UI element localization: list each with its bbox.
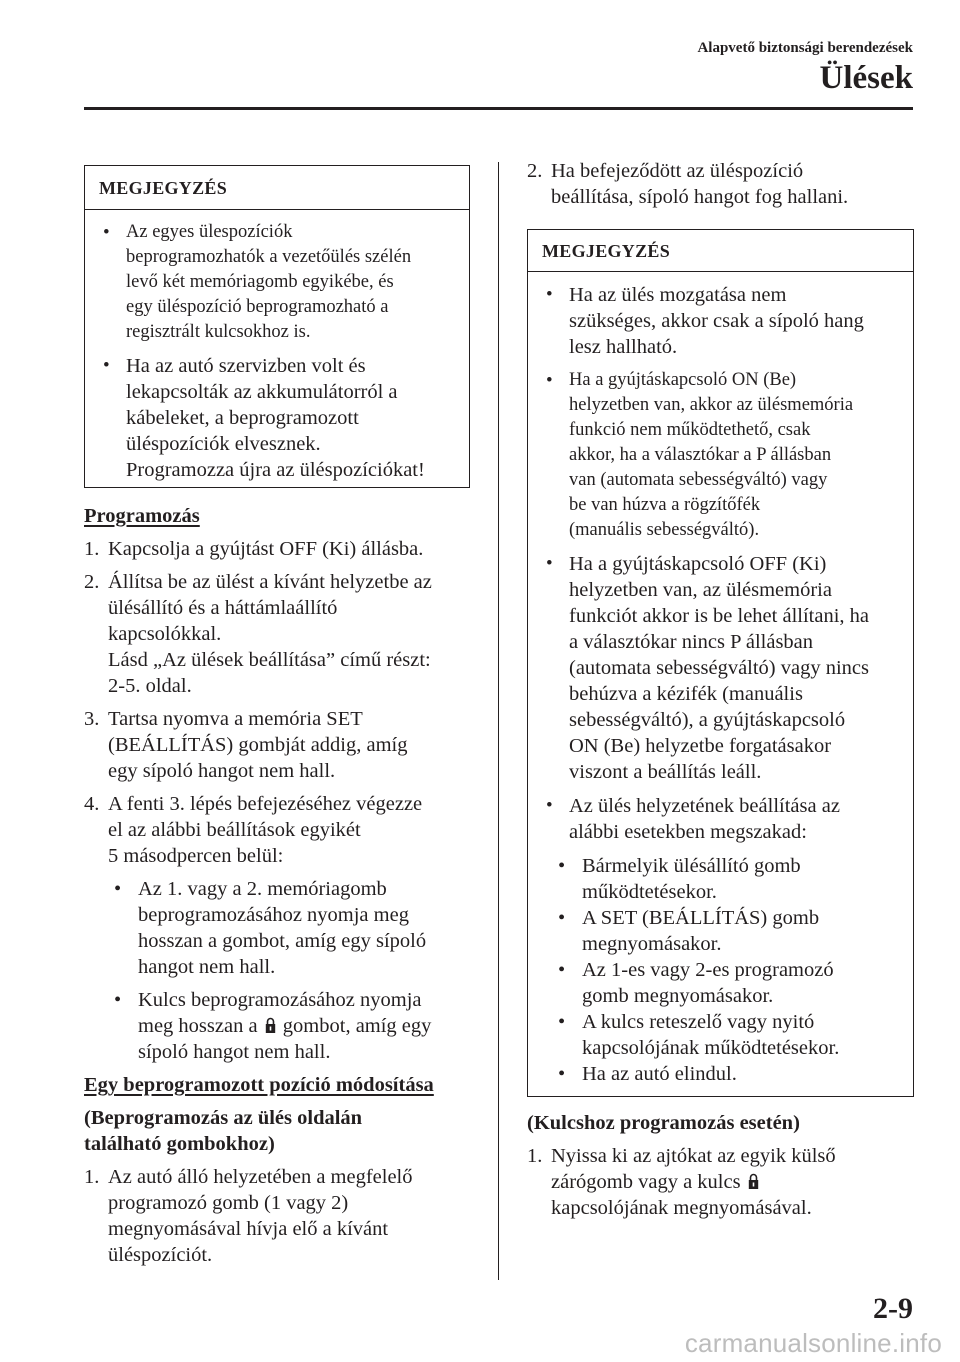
note-title: MEGJEGYZÉS xyxy=(528,230,913,272)
text-line: Ha a gyújtáskapcsoló OFF (Ki) xyxy=(569,553,827,575)
text-line: Bármelyik ülésállító gomb xyxy=(582,855,801,877)
text-line: egy üléspozíció beprogramozható a xyxy=(126,297,389,317)
sub-heading: (Kulcshoz programozás esetén) xyxy=(527,1112,800,1134)
text-line: programozó gomb (1 vagy 2) xyxy=(108,1192,349,1214)
note-bullet xyxy=(99,220,455,345)
text-line: beállítása, sípoló hangot fog hallani. xyxy=(551,186,849,208)
text-line: viszont a beállítás leáll. xyxy=(569,761,762,783)
step-item xyxy=(527,158,915,210)
text-line: helyzetben van, akkor az ülésmemória xyxy=(569,395,854,415)
text-line: Az 1-es vagy 2-es programozó xyxy=(582,959,834,981)
text-line: (automata sebességváltó) vagy nincs xyxy=(569,657,870,679)
bullet-icon: • xyxy=(103,222,110,243)
text-line: beprogramozásához nyomja meg xyxy=(138,904,409,926)
text-line: Nyissa ki az ajtókat az egyik külső xyxy=(551,1145,836,1167)
text-line: Lásd „Az ülések beállítása” című részt: xyxy=(108,649,431,671)
text-line: kapcsolójának megnyomásával. xyxy=(551,1197,812,1219)
text-line: regisztrált kulcsokhoz is. xyxy=(126,322,311,342)
note-bullet xyxy=(99,353,455,483)
text-line: (BEÁLLÍTÁS) gombját addig, amíg xyxy=(108,734,408,756)
sub-bullet xyxy=(108,987,474,1065)
text-line: egy sípoló hangot nem hall. xyxy=(108,760,336,782)
text-line: Ha az autó szervizben volt és xyxy=(126,355,366,377)
text-line: 2-5. oldal. xyxy=(108,675,192,697)
text-line: alábbi esetekben megszakad: xyxy=(569,821,807,843)
step-number: 3. xyxy=(84,708,100,730)
text-line: Programozza újra az üléspozíciókat! xyxy=(126,459,425,481)
note-box-right xyxy=(527,229,914,1097)
text-line: szükséges, akkor csak a sípoló hang xyxy=(569,310,864,332)
text-fragment: gombot, amíg egy xyxy=(282,1015,432,1037)
bullet-icon: • xyxy=(558,1063,566,1085)
text-line: Ha a gyújtáskapcsoló ON (Be) xyxy=(569,370,797,390)
bullet-icon: • xyxy=(558,855,566,877)
sub-bullet xyxy=(542,905,899,957)
sub-bullet xyxy=(542,853,899,905)
header-rule xyxy=(84,107,913,110)
step-item xyxy=(84,791,474,869)
text-line: található gombokhoz) xyxy=(84,1133,275,1155)
section-title: Alapvető biztonsági berendezések xyxy=(697,40,913,56)
sub-bullet xyxy=(108,876,474,980)
step-item xyxy=(527,1143,915,1221)
text-line: (Beprogramozás az ülés oldalán xyxy=(84,1107,363,1129)
bullet-icon: • xyxy=(546,795,553,816)
column-divider xyxy=(498,162,499,1280)
step-item xyxy=(84,569,474,699)
note-title: MEGJEGYZÉS xyxy=(85,166,469,210)
step-number: 1. xyxy=(84,538,100,560)
step-item xyxy=(84,536,474,562)
text-line: Az autó álló helyzetében a megfelelő xyxy=(108,1166,413,1188)
key-lock-icon xyxy=(748,1173,759,1190)
text-line: Az egyes ülespozíciók xyxy=(126,222,293,242)
bullet-icon: • xyxy=(114,989,122,1011)
text-line: funkció nem működtethető, csak xyxy=(569,420,811,440)
bullet-icon: • xyxy=(546,553,553,574)
text-fragment: meg hosszan a xyxy=(138,1015,258,1037)
watermark: carmanualsonline.info xyxy=(684,1328,942,1358)
text-line: van (automata sebességváltó) vagy xyxy=(569,470,828,490)
text-line: el az alábbi beállítások egyikét xyxy=(108,819,361,841)
key-lock-icon xyxy=(265,1017,276,1034)
text-line: működtetésekor. xyxy=(582,881,717,903)
text-line: lekapcsolták az akkumulátorról a xyxy=(126,381,398,403)
text-line: behúzva a kézifék (manuális xyxy=(569,683,803,705)
text-line: hangot nem hall. xyxy=(138,956,276,978)
bullet-icon: • xyxy=(558,907,566,929)
text-line: kapcsolójának működtetésekor. xyxy=(582,1037,840,1059)
text-line: kábeleket, a beprogramozott xyxy=(126,407,359,429)
page-title: Ülések xyxy=(819,60,913,96)
text-line: 5 másodpercen belül: xyxy=(108,845,284,867)
text-line xyxy=(138,1013,474,1039)
text-line xyxy=(551,1169,915,1195)
step-continuation xyxy=(527,158,915,217)
step-number: 2. xyxy=(527,160,543,182)
sub-heading xyxy=(84,1105,474,1157)
text-line: ülésállító és a háttámlaállító xyxy=(108,597,338,619)
section-heading: Egy beprogramozott pozíció módosítása xyxy=(84,1074,434,1096)
text-line: A SET (BEÁLLÍTÁS) gomb xyxy=(582,907,820,929)
text-line: üléspozíciót. xyxy=(108,1244,213,1266)
note-sub-list xyxy=(542,853,899,1087)
step-number: 2. xyxy=(84,571,100,593)
text-line: sebességváltó), a gyújtáskapcsoló xyxy=(569,709,846,731)
text-line: megnyomásával hívja elő a kívánt xyxy=(108,1218,389,1240)
text-line: Az ülés helyzetének beállítása az xyxy=(569,795,840,817)
text-line: A fenti 3. lépés befejezéséhez végezze xyxy=(108,793,423,815)
text-line: megnyomásakor. xyxy=(582,933,722,955)
text-line: Állítsa be az ülést a kívánt helyzetbe az xyxy=(108,571,432,593)
step-item xyxy=(84,706,474,784)
text-line: Tartsa nyomva a memória SET xyxy=(108,708,363,730)
text-line: Ha az autó elindul. xyxy=(582,1063,737,1085)
page-number: 2-9 xyxy=(873,1292,913,1325)
step-number: 1. xyxy=(527,1145,543,1167)
text-line: levő két memóriagomb egyikébe, és xyxy=(126,272,394,292)
text-line: Ha az ülés mozgatása nem xyxy=(569,284,787,306)
key-programming-section xyxy=(527,1110,915,1228)
note-bullet xyxy=(542,551,899,785)
text-line: Kulcs beprogramozásához nyomja xyxy=(138,989,422,1011)
text-line: sípoló hangot nem hall. xyxy=(138,1041,331,1063)
text-line: hosszan a gombot, amíg egy sípoló xyxy=(138,930,427,952)
text-line: lesz hallható. xyxy=(569,336,678,358)
bullet-icon: • xyxy=(558,1011,566,1033)
text-fragment: zárógomb vagy a kulcs xyxy=(551,1171,741,1193)
text-line: funkciót akkor is be lehet állítani, ha xyxy=(569,605,870,627)
sub-bullet xyxy=(542,1061,899,1087)
bullet-icon: • xyxy=(546,370,553,391)
text-line: helyzetben van, az ülésmemória xyxy=(569,579,832,601)
bullet-icon: • xyxy=(114,878,122,900)
text-line: üléspozíciók elvesznek. xyxy=(126,433,321,455)
text-line: ON (Be) helyzetbe forgatásakor xyxy=(569,735,832,757)
sub-bullet xyxy=(542,957,899,1009)
text-line: (manuális sebességváltó). xyxy=(569,520,760,540)
bullet-icon: • xyxy=(546,284,553,305)
text-line: gomb megnyomásakor. xyxy=(582,985,774,1007)
text-line: Kapcsolja a gyújtást OFF (Ki) állásba. xyxy=(108,538,424,560)
step-number: 1. xyxy=(84,1166,100,1188)
section-heading: Programozás xyxy=(84,505,200,527)
text-line: be van húzva a rögzítőfék xyxy=(569,495,761,515)
text-line: akkor, ha a választókar a P állásban xyxy=(569,445,832,465)
step-item xyxy=(84,1164,474,1268)
text-line: Ha befejeződött az üléspozíció xyxy=(551,160,804,182)
text-line: kapcsolókkal. xyxy=(108,623,222,645)
text-line: Az 1. vagy a 2. memóriagomb xyxy=(138,878,387,900)
note-bullet xyxy=(542,282,899,360)
note-bullet xyxy=(542,793,899,845)
text-line: a választókar nincs P állásban xyxy=(569,631,814,653)
step-number: 4. xyxy=(84,793,100,815)
programming-section xyxy=(84,503,474,1275)
sub-bullet xyxy=(542,1009,899,1061)
note-box-left xyxy=(84,165,470,488)
text-line: A kulcs reteszelő vagy nyitó xyxy=(582,1011,815,1033)
bullet-icon: • xyxy=(558,959,566,981)
text-line: beprogramozhatók a vezetőülés szélén xyxy=(126,247,412,267)
note-bullet xyxy=(542,368,899,543)
bullet-icon: • xyxy=(103,355,110,376)
